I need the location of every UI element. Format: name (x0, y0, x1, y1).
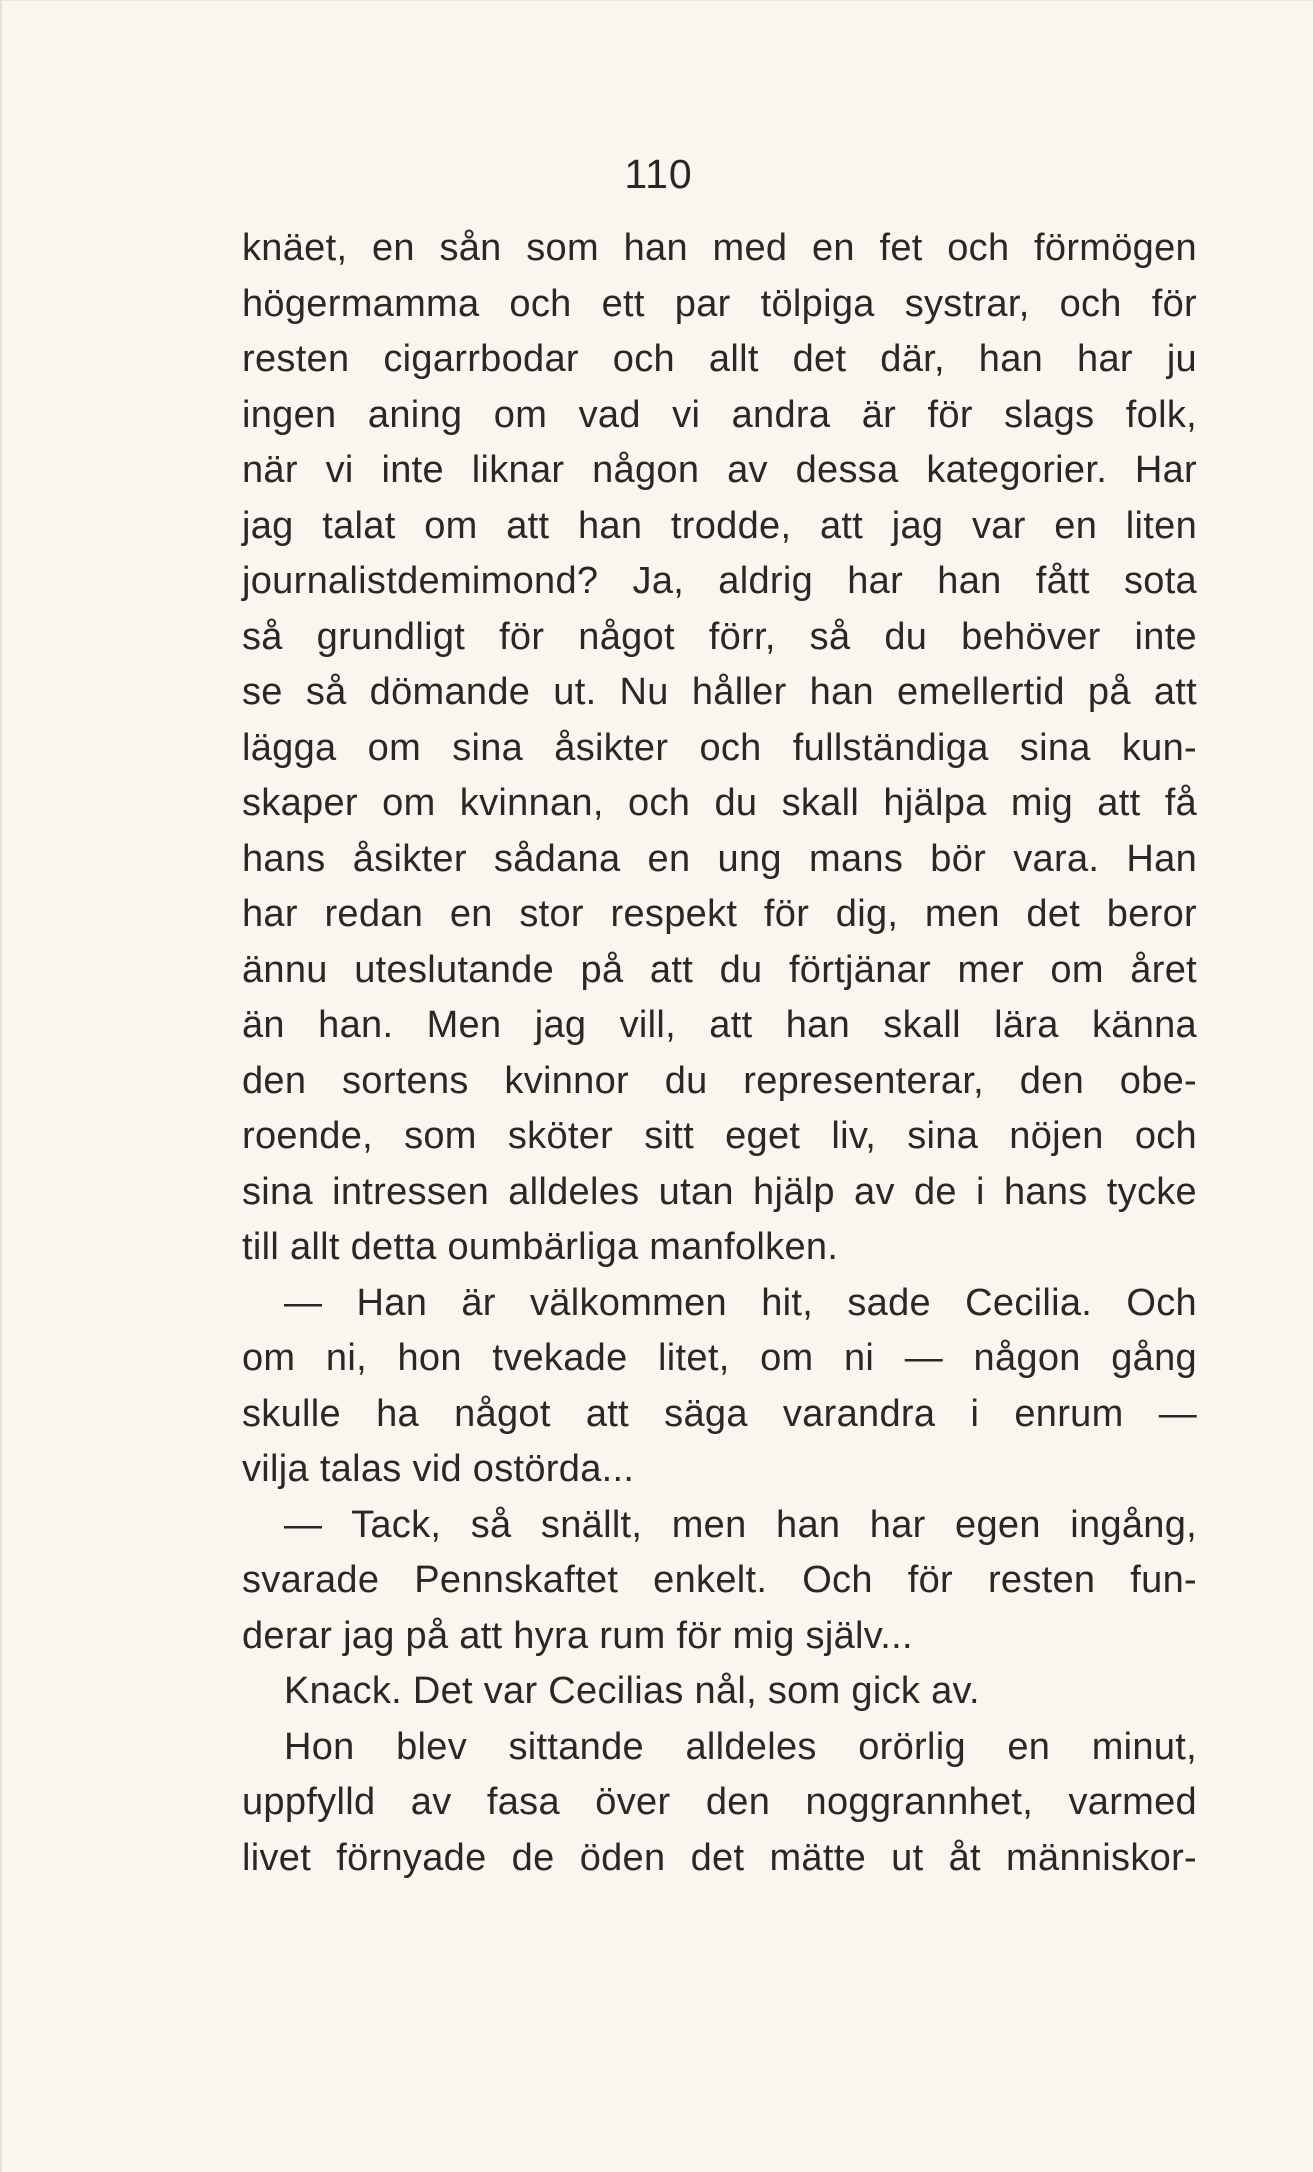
text-line: roende, som sköter sitt eget liv, sina nöjen och (242, 1115, 1197, 1157)
text-line: högermamma och ett par tölpiga systrar, och för (242, 282, 1197, 325)
text-line: — Tack, så snällt, men han har egen ingång, (284, 1503, 1197, 1546)
text-line: uppfylld av fasa över den noggrannhet, varmed (242, 1781, 1197, 1823)
text-line: så grundligt för något förr, så du behöver inte (242, 615, 1197, 658)
text-line: jag talat om att han trodde, att jag var en liten (242, 504, 1197, 547)
text-line: se så dömande ut. Nu håller han emellertid på att (242, 671, 1197, 713)
text-line: derar jag på att hyra rum för mig själv... (242, 1614, 913, 1657)
text-line: ingen aning om vad vi andra är för slags folk, (242, 393, 1197, 436)
text-line: resten cigarrbodar och allt det där, han har ju (242, 338, 1197, 380)
text-line: — Han är välkommen hit, sade Cecilia. Och (284, 1281, 1197, 1324)
text-line: journalistdemimond? Ja, aldrig har han fått sota (242, 560, 1197, 602)
text-line: hans åsikter sådana en ung mans bör vara. Han (242, 837, 1197, 880)
text-line: lägga om sina åsikter och fullständiga sina kun- (242, 726, 1197, 769)
text-line: svarade Pennskaftet enkelt. Och för resten fun- (242, 1559, 1197, 1601)
body-text (242, 221, 1197, 1886)
text-line: Knack. Det var Cecilias nål, som gick av. (284, 1670, 980, 1712)
text-line: skulle ha något att säga varandra i enrum — (242, 1392, 1197, 1435)
text-line: skaper om kvinnan, och du skall hjälpa mig att få (242, 782, 1197, 824)
text-line: när vi inte liknar någon av dessa kategorier. Har (242, 449, 1197, 491)
text-line: vilja talas vid ostörda... (242, 1448, 635, 1490)
text-line: till allt detta oumbärliga manfolken. (242, 1226, 839, 1268)
text-line: den sortens kvinnor du representerar, den obe- (242, 1059, 1197, 1102)
text-line: än han. Men jag vill, att han skall lära känna (242, 1004, 1197, 1046)
text-line: har redan en stor respekt för dig, men det beror (242, 893, 1197, 935)
text-line: ännu uteslutande på att du förtjänar mer om året (242, 948, 1197, 991)
page-number: 110 (624, 151, 693, 197)
text-line: livet förnyade de öden det mätte ut åt människor- (242, 1836, 1197, 1879)
text-line: om ni, hon tvekade litet, om ni — någon gång (242, 1337, 1197, 1379)
text-line: knäet, en sån som han med en fet och förmögen (242, 227, 1197, 269)
text-line: sina intressen alldeles utan hjälp av de i hans tycke (242, 1170, 1197, 1213)
text-line: Hon blev sittande alldeles orörlig en minut, (284, 1725, 1197, 1768)
